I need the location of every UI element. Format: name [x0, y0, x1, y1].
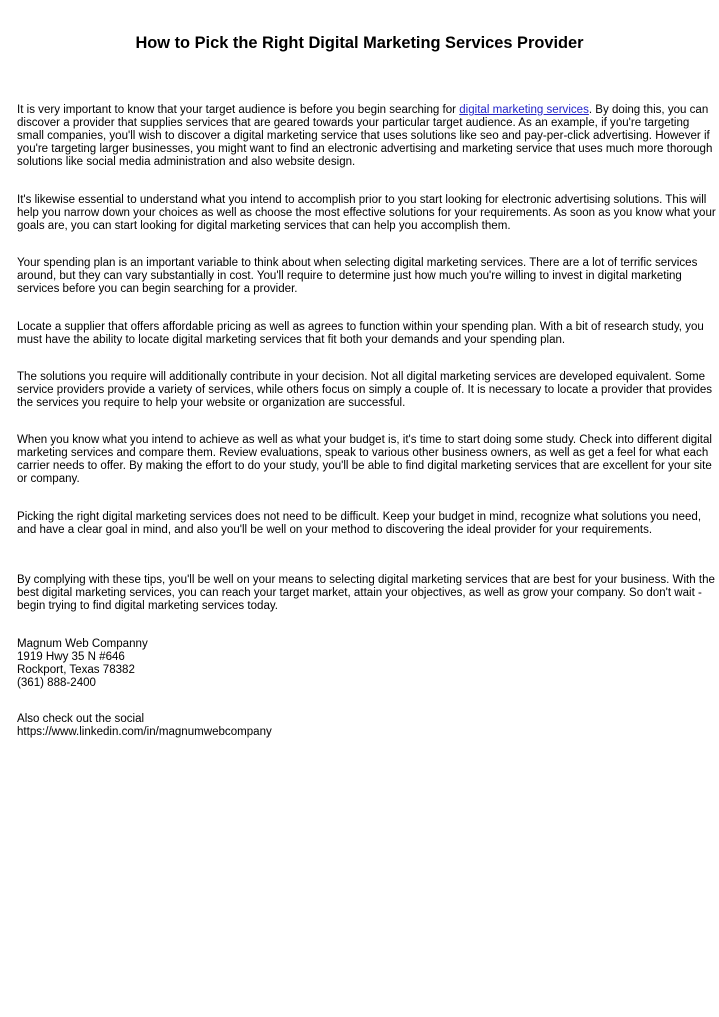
paragraph-pricing: Locate a supplier that offers affordable pricing as well as agrees to function within your spending plan. With a bit of research study, you must have the ability to locate digital marketing services that fit both your demands and your spending plan.	[17, 321, 704, 347]
street-address: 1919 Hwy 35 N #646	[17, 651, 125, 664]
paragraph-research: When you know what you intend to achieve as well as what your budget is, it's time to start doing some study. Check into different digital marketing services and compare them. Review evaluations, speak to various other business owners, as well as get a feel for what each carrier needs to offer. By making the effort to do your study, you'll be able to find digital marketing services that are excellent for your site or company.	[17, 434, 712, 486]
social-section	[17, 713, 717, 739]
company-name: Magnum Web Companny	[17, 638, 148, 650]
social-url: https://www.linkedin.com/in/magnumwebcompany	[17, 726, 272, 739]
phone-number: (361) 888-2400	[17, 677, 96, 690]
paragraph-intro-text-end: . By doing this, you can discover a provider that supplies services that are geared towards your particular target audience. As an example, if you're targeting small companies, you'll wish to discover a digital marketing service that uses solutions like seo and pay-per-click advertising. However if you're targeting larger businesses, you might want to find an electronic advertising and marketing service that uses much more thorough solutions like social media administration and also website design.	[17, 104, 713, 169]
paragraph-intro	[17, 104, 717, 169]
contact-address	[17, 638, 717, 690]
paragraph-intro-text-start: It is very important to know that your target audience is before you begin searching for	[17, 104, 460, 116]
paragraph-goals: It's likewise essential to understand what you intend to accomplish prior to you start looking for electronic advertising solutions. This will help you narrow down your choices as well as choose the most effective solutions for your requirements. As soon as you know what your goals are, you can start looking for digital marketing services that can help you accomplish them.	[17, 194, 716, 233]
paragraph-picking: Picking the right digital marketing services does not need to be difficult. Keep your budget in mind, recognize what solutions you need, and have a clear goal in mind, and also you'll be well on your method to discovering the ideal provider for your requirements.	[17, 511, 702, 537]
paragraph-solutions: The solutions you require will additionally contribute in your decision. Not all digital marketing services are developed equivalent. Some service providers provide a variety of services, while others focus on simply a couple of. It is necessary to locate a provider that provides the services you require to help your website or organization are successful.	[17, 371, 713, 410]
paragraph-budget: Your spending plan is an important variable to think about when selecting digital marketing services. There are a lot of terrific services around, but they can vary substantially in cost. You'll require to determine just how much you're willing to invest in digital marketing services before you can begin searching for a provider.	[17, 257, 698, 296]
document-title: How to Pick the Right Digital Marketing Services Provider	[135, 34, 584, 52]
paragraph-conclusion: By complying with these tips, you'll be well on your means to selecting digital marketing services that are best for your business. With the best digital marketing services, you can reach your target market, attain your objectives, as well as grow your company. So don't wait - begin trying to find digital marketing services today.	[17, 574, 715, 613]
city-state-zip: Rockport, Texas 78382	[17, 664, 135, 677]
social-label: Also check out the social	[17, 713, 145, 725]
digital-marketing-services-link[interactable]: digital marketing services	[459, 104, 589, 116]
